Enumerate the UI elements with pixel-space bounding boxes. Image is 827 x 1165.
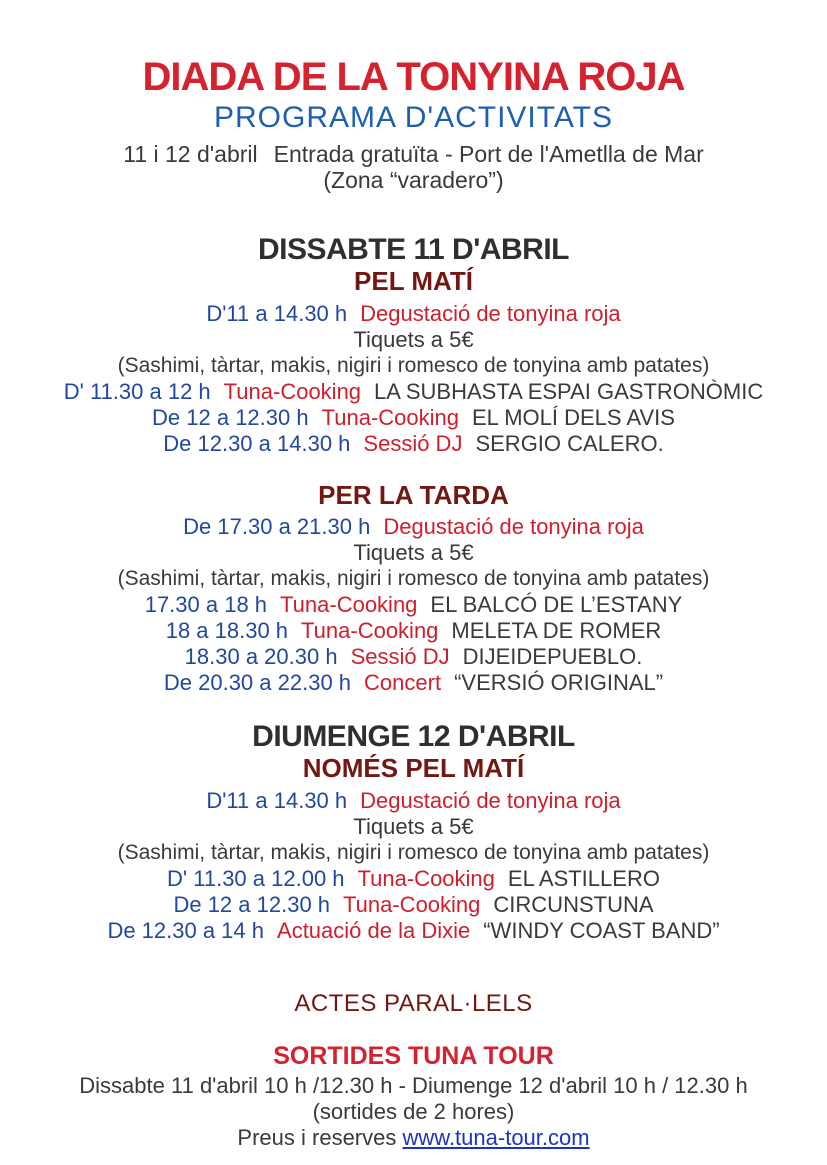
event-activity: Actuació de la Dixie xyxy=(277,917,471,943)
event-time: 17.30 a 18 h xyxy=(144,592,268,618)
parallel-acts-heading: ACTES PARAL·LELS xyxy=(294,989,533,1017)
program-line xyxy=(18,866,809,892)
program-block xyxy=(18,267,809,457)
program-line xyxy=(18,540,809,566)
event-activity: Tuna-Cooking xyxy=(223,378,362,404)
dates-text: 11 i 12 d'abril xyxy=(123,141,258,167)
poster-footer xyxy=(18,990,809,1151)
note-text: (Sashimi, tàrtar, makis, nigiri i romesco de tonyina amb patates) xyxy=(117,840,710,864)
event-time: De 12.30 a 14 h xyxy=(107,917,265,943)
event-time: De 17.30 a 21.30 h xyxy=(183,514,371,540)
event-activity: Tuna-Cooking xyxy=(301,618,439,644)
program-line xyxy=(18,431,809,457)
event-detail: EL MOLÍ DELS AVIS xyxy=(471,404,675,430)
event-activity: Tuna-Cooking xyxy=(343,891,481,917)
program-sections xyxy=(18,233,809,944)
program-line xyxy=(18,814,809,840)
event-activity: Degustació de tonyina roja xyxy=(360,300,621,326)
program-line xyxy=(18,353,809,379)
reserve-prefix-text: Preus i reserves xyxy=(237,1125,397,1151)
event-time: D' 11.30 a 12.00 h xyxy=(167,865,345,891)
program-line xyxy=(18,566,809,592)
poster-title: DIADA DE LA TONYINA ROJA xyxy=(142,55,685,99)
note-text: (Sashimi, tàrtar, makis, nigiri i romesco de tonyina amb patates) xyxy=(117,567,710,591)
entry-location-text: Entrada gratuïta - Port de l'Ametlla de Mar xyxy=(273,141,704,167)
event-detail: EL BALCÓ DE L’ESTANY xyxy=(430,592,683,618)
event-activity: Tuna-Cooking xyxy=(280,592,418,618)
event-activity: Degustació de tonyina roja xyxy=(383,514,644,540)
program-line xyxy=(18,670,809,696)
program-line xyxy=(18,301,809,327)
tour-schedule-line: Dissabte 11 d'abril 10 h /12.30 h - Diumenge 12 d'abril 10 h / 12.30 h xyxy=(79,1073,748,1099)
program-line xyxy=(18,405,809,431)
program-block xyxy=(18,481,809,697)
program-line xyxy=(18,618,809,644)
event-activity: Concert xyxy=(364,670,442,696)
day-section xyxy=(18,233,809,696)
event-time: De 12 a 12.30 h xyxy=(173,891,331,917)
program-line xyxy=(18,918,809,944)
event-activity: Sessió DJ xyxy=(350,644,450,670)
event-detail: Tiquets a 5€ xyxy=(353,326,474,352)
program-line xyxy=(18,644,809,670)
part-heading: NOMÉS PEL MATÍ xyxy=(302,753,525,784)
note-text: (Sashimi, tàrtar, makis, nigiri i romesco de tonyina amb patates) xyxy=(117,353,710,377)
event-detail: DIJEIDEPUEBLO. xyxy=(462,644,643,670)
program-block xyxy=(18,754,809,944)
program-line xyxy=(18,892,809,918)
event-detail: “WINDY COAST BAND” xyxy=(483,917,720,943)
event-detail: Tiquets a 5€ xyxy=(353,540,474,566)
part-heading: PEL MATÍ xyxy=(354,266,473,296)
event-activity: Tuna-Cooking xyxy=(321,404,459,430)
program-line xyxy=(18,840,809,866)
event-time: D'11 a 14.30 h xyxy=(206,787,348,813)
poster-subtitle: PROGRAMA D'ACTIVITATS xyxy=(214,101,613,134)
program-line xyxy=(18,379,809,405)
tuna-tour-link[interactable]: www.tuna-tour.com xyxy=(402,1125,590,1151)
event-detail: SERGIO CALERO. xyxy=(475,430,664,456)
program-line xyxy=(18,788,809,814)
date-info-line xyxy=(18,141,809,167)
day-section xyxy=(18,720,809,944)
event-detail: Tiquets a 5€ xyxy=(353,813,474,839)
poster-header xyxy=(18,56,809,193)
event-time: D' 11.30 a 12 h xyxy=(63,378,211,404)
event-time: De 12.30 a 14.30 h xyxy=(163,430,351,456)
program-line xyxy=(18,327,809,353)
program-line xyxy=(18,592,809,618)
event-activity: Tuna-Cooking xyxy=(357,865,495,891)
event-detail: “VERSIÓ ORIGINAL” xyxy=(454,670,664,696)
event-time: De 12 a 12.30 h xyxy=(152,404,309,430)
event-time: 18.30 a 20.30 h xyxy=(184,644,338,670)
zone-line: (Zona “varadero”) xyxy=(323,167,504,193)
day-title: DIUMENGE 12 D'ABRIL xyxy=(252,720,575,754)
part-heading: PER LA TARDA xyxy=(318,479,509,510)
day-title: DISSABTE 11 D'ABRIL xyxy=(257,233,570,266)
event-time: 18 a 18.30 h xyxy=(165,618,289,644)
event-detail: CIRCUNSTUNA xyxy=(493,891,654,917)
reserve-line xyxy=(18,1125,809,1151)
event-activity: Sessió DJ xyxy=(363,430,463,456)
event-time: D'11 a 14.30 h xyxy=(206,300,348,326)
event-detail: MELETA DE ROMER xyxy=(451,618,662,644)
tour-duration-note: (sortides de 2 hores) xyxy=(312,1099,515,1125)
event-activity: Degustació de tonyina roja xyxy=(360,787,621,813)
event-time: De 20.30 a 22.30 h xyxy=(163,670,352,696)
program-line xyxy=(18,514,809,540)
event-detail: EL ASTILLERO xyxy=(507,865,660,891)
event-detail: LA SUBHASTA ESPAI GASTRONÒMIC xyxy=(374,378,764,404)
tuna-tour-heading: SORTIDES TUNA TOUR xyxy=(273,1042,554,1071)
